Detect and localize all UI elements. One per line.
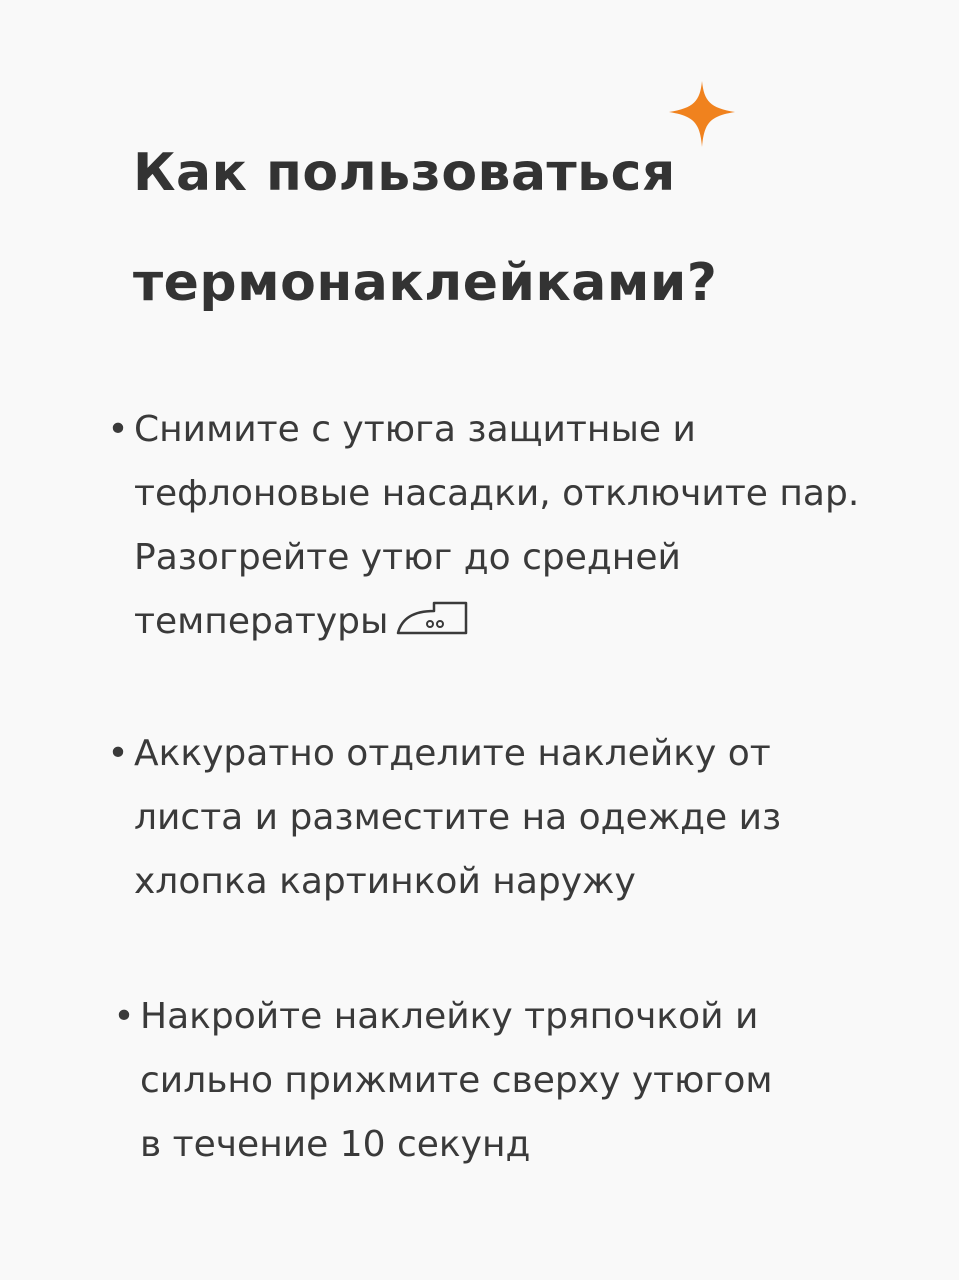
instruction-1-line-3: Разогрейте утюг до средней	[134, 537, 681, 578]
bullet-marker: •	[113, 996, 135, 1037]
bullet-marker: •	[107, 733, 129, 774]
instruction-item-2	[106, 722, 781, 914]
instruction-item-1	[106, 398, 859, 654]
instruction-3-line-2: сильно прижмите сверху утюгом	[140, 1060, 773, 1101]
title-line-2: термонаклейками?	[133, 253, 718, 313]
instruction-2-line-1: Аккуратно отделите наклейку от	[134, 733, 771, 774]
instruction-1-line-4-wrap	[106, 590, 859, 654]
instruction-3-line-3: в течение 10 секунд	[140, 1124, 531, 1165]
bullet-marker: •	[107, 409, 129, 450]
sparkle-icon	[665, 77, 739, 151]
instruction-item-3	[112, 985, 773, 1177]
title-line-1: Как пользоваться	[133, 143, 676, 203]
instruction-1-line-1: Снимите с утюга защитные и	[134, 409, 696, 450]
page-title	[133, 118, 717, 338]
iron-two-dots-icon	[394, 597, 470, 637]
instruction-2-line-2: листа и разместите на одежде из	[134, 797, 782, 838]
instruction-3-line-1: Накройте наклейку тряпочкой и	[140, 996, 759, 1037]
instruction-1-line-4: температуры	[134, 601, 389, 642]
instruction-2-line-3: хлопка картинкой наружу	[134, 861, 636, 902]
instruction-1-line-2: тефлоновые насадки, отключите пар.	[134, 473, 860, 514]
